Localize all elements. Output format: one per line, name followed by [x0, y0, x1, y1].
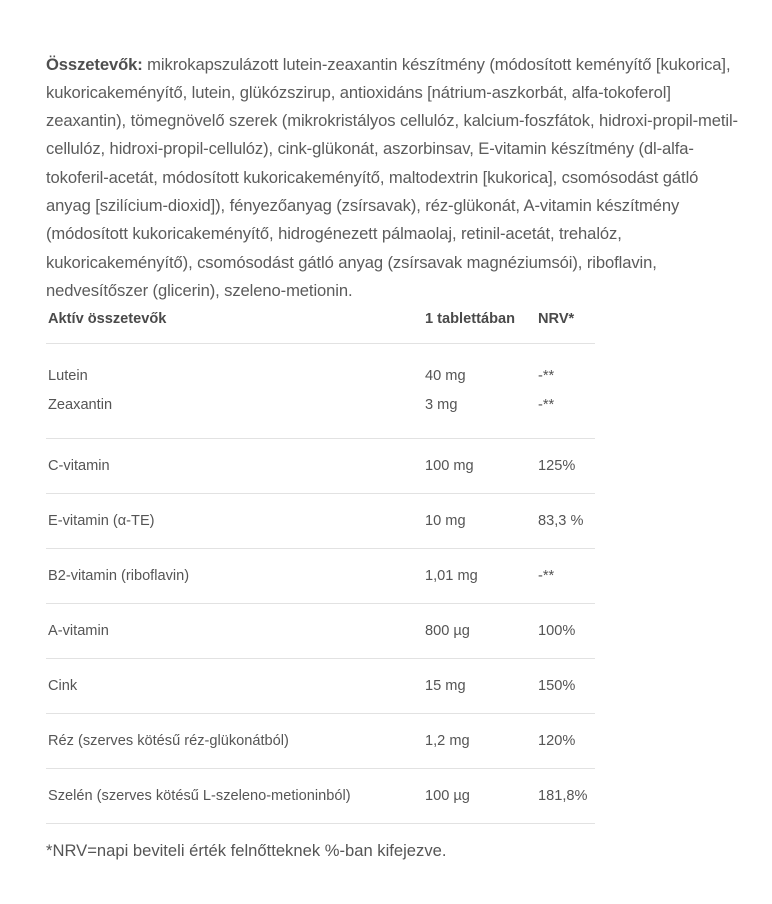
ingredient-amount: 800 µg	[425, 604, 538, 659]
ingredient-nrv: 181,8%	[538, 769, 595, 824]
ingredient-nrv: -**	[538, 397, 555, 413]
ingredient-nrv: 83,3 %	[538, 494, 595, 549]
ingredients-text: mikrokapszulázott lutein-zeaxantin készítmény (módosított keményítő [kukorica], kukoricakeményítő, lutein, glükózszirup, antioxidáns [nátrium-aszkorbát, alfa-tokoferol] zeaxantin), tömegnövelő szerek (mikrokristályos cellulóz, kalcium-foszfátok, hidroxi-propil-metil-cellulóz, hidroxi-propil-cellulóz), cink-glükonát, aszorbinsav, E-vitamin készítmény (dl-alfa-tokoferil-acetát, módosított kukoricakeményítő, maltodextrin [kukorica], csomósodást gátló anyag [szilícium-dioxid]), fényezőanyag (zsírsavak), réz-glükonát, A-vitamin készítmény (módosított kukoricakeményítő, hidrogénezett pálmaolaj, retinil-acetát, trehalóz, kukoricakeményítő), csomósodást gátló anyag (zsírsavak magnéziumsói), riboflavin, nedvesítőszer (glicerin), szeleno-metionin.	[46, 54, 738, 300]
active-ingredients-table	[46, 294, 595, 824]
ingredient-nrv: -**	[538, 549, 595, 604]
ingredient-amount-cell	[425, 344, 538, 439]
ingredient-name: E-vitamin (α-TE)	[46, 494, 425, 549]
ingredient-nrv: 125%	[538, 439, 595, 494]
header-active-ingredients: Aktív összetevők	[46, 294, 425, 344]
header-nrv: NRV*	[538, 294, 595, 344]
ingredient-name-cell	[46, 344, 425, 439]
table-row	[46, 439, 595, 494]
ingredient-amount: 10 mg	[425, 494, 538, 549]
table-row	[46, 769, 595, 824]
nrv-footnote: *NRV=napi beviteli érték felnőtteknek %-ban kifejezve.	[46, 841, 447, 860]
ingredient-amount: 15 mg	[425, 659, 538, 714]
ingredient-nrv: 150%	[538, 659, 595, 714]
table-row	[46, 494, 595, 549]
table-row	[46, 344, 595, 439]
header-per-tablet: 1 tablettában	[425, 294, 538, 344]
table-row	[46, 714, 595, 769]
ingredient-amount: 100 µg	[425, 769, 538, 824]
ingredient-nrv: 120%	[538, 714, 595, 769]
table-header-row	[46, 294, 595, 344]
ingredient-nrv: 100%	[538, 604, 595, 659]
ingredient-nrv-cell	[538, 344, 595, 439]
ingredients-paragraph	[46, 51, 746, 306]
ingredient-name: Lutein	[48, 368, 88, 384]
ingredient-amount: 100 mg	[425, 439, 538, 494]
ingredient-name: Cink	[46, 659, 425, 714]
ingredient-name: B2-vitamin (riboflavin)	[46, 549, 425, 604]
ingredient-name: Zeaxantin	[48, 397, 113, 413]
ingredient-nrv: -**	[538, 368, 555, 384]
ingredient-amount: 3 mg	[425, 397, 458, 413]
ingredient-amount: 1,01 mg	[425, 549, 538, 604]
table-row	[46, 549, 595, 604]
ingredient-name: Réz (szerves kötésű réz-glükonátból)	[46, 714, 425, 769]
ingredient-amount: 1,2 mg	[425, 714, 538, 769]
table-row	[46, 604, 595, 659]
ingredient-name: A-vitamin	[46, 604, 425, 659]
ingredient-name: C-vitamin	[46, 439, 425, 494]
ingredient-name: Szelén (szerves kötésű L-szeleno-metioninból)	[46, 769, 425, 824]
ingredients-label: Összetevők:	[46, 54, 143, 74]
ingredient-amount: 40 mg	[425, 368, 466, 384]
table-row	[46, 659, 595, 714]
